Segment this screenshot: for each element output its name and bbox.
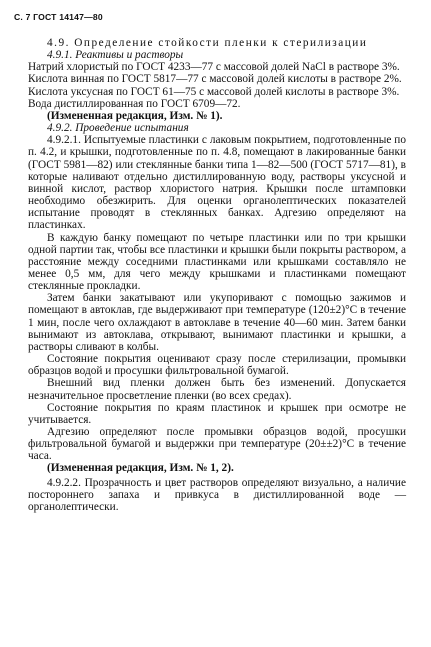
revision-note: (Измененная редакция, Изм. № 1). [47, 109, 223, 122]
body-paragraph: Внешний вид пленки должен быть без изменений. Допускается незначительное просветление пленки (во всех средах). [28, 377, 406, 402]
body-paragraph: Затем банки закатывают или укупоривают с помощью зажимов и помещают в автоклав, где выдерживают при температуре (120±2)°С в течение 1 мин, после чего охлаждают в автоклаве в течение 40—60 мин. Затем банки вынимают из автоклава, открывают, вынимают пластинки и крышки, а растворы сливают в колбы. [28, 292, 406, 353]
section-title: 4.9. Определение стойкости пленки к стерилизации [47, 37, 368, 49]
revision-note: (Измененная редакция, Изм. № 1, 2). [47, 462, 234, 475]
page-header: С. 7 ГОСТ 14147—80 [14, 12, 103, 22]
subsection-title-procedure: 4.9.2. Проведение испытания [47, 122, 189, 135]
reagent-item: Кислота уксусная по ГОСТ 61—75 с массовой долей кислоты в растворе 3%. [28, 85, 400, 98]
subsection-title-reagents: 4.9.1. Реактивы и растворы [47, 49, 184, 62]
reagent-item: Натрий хлористый по ГОСТ 4233—77 с массовой долей NaCl в растворе 3%. [28, 61, 400, 74]
body-paragraph: 4.9.2.2. Прозрачность и цвет растворов определяют визуально, а наличие постороннего запаха и привкуса в дистиллированной воде — органолептически. [28, 476, 406, 513]
reagent-item: Вода дистиллированная по ГОСТ 6709—72. [28, 97, 241, 110]
reagent-item: Кислота винная по ГОСТ 5817—77 с массовой долей кислоты в растворе 2%. [28, 73, 402, 86]
body-paragraph: 4.9.2.1. Испытуемые пластинки с лаковым покрытием, подготовленные по п. 4.2, и крышки, подготовленные по п. 4.8, помещают в лакированные банки (ГОСТ 5981—82) или стеклянные банки типа 1—82—500 (ГОСТ 5717—81), в которые наливают отдельно дистиллированную воду, растворы уксусной и винной кислот, раствор хлористого натрия. Крышки после штамповки необходимо обезжирить. Для оценки органолептических показателей испытание проводят в стеклянных банках. Адгезию определяют на пластинках. [28, 134, 406, 232]
body-paragraph: В каждую банку помещают по четыре пластинки или по три крышки одной партии так, чтобы все пластинки и крышки были покрыты раствором, а расстояние между соседними пластинками или крышками составляло не менее 0,5 мм, для чего между крышками и пластинками помещают стеклянные прокладки. [28, 231, 406, 293]
body-paragraph: Адгезию определяют после промывки образцов водой, просушки фильтровальной бумагой и выдержки при температуре (20±±2)°С в течение часа. [28, 426, 406, 463]
body-paragraph: Состояние покрытия по краям пластинок и крышек при осмотре не учитывается. [28, 401, 406, 426]
document-body [28, 37, 406, 513]
body-paragraph: Состояние покрытия оценивают сразу после стерилизации, промывки образцов водой и просушки фильтровальной бумагой. [28, 353, 406, 378]
